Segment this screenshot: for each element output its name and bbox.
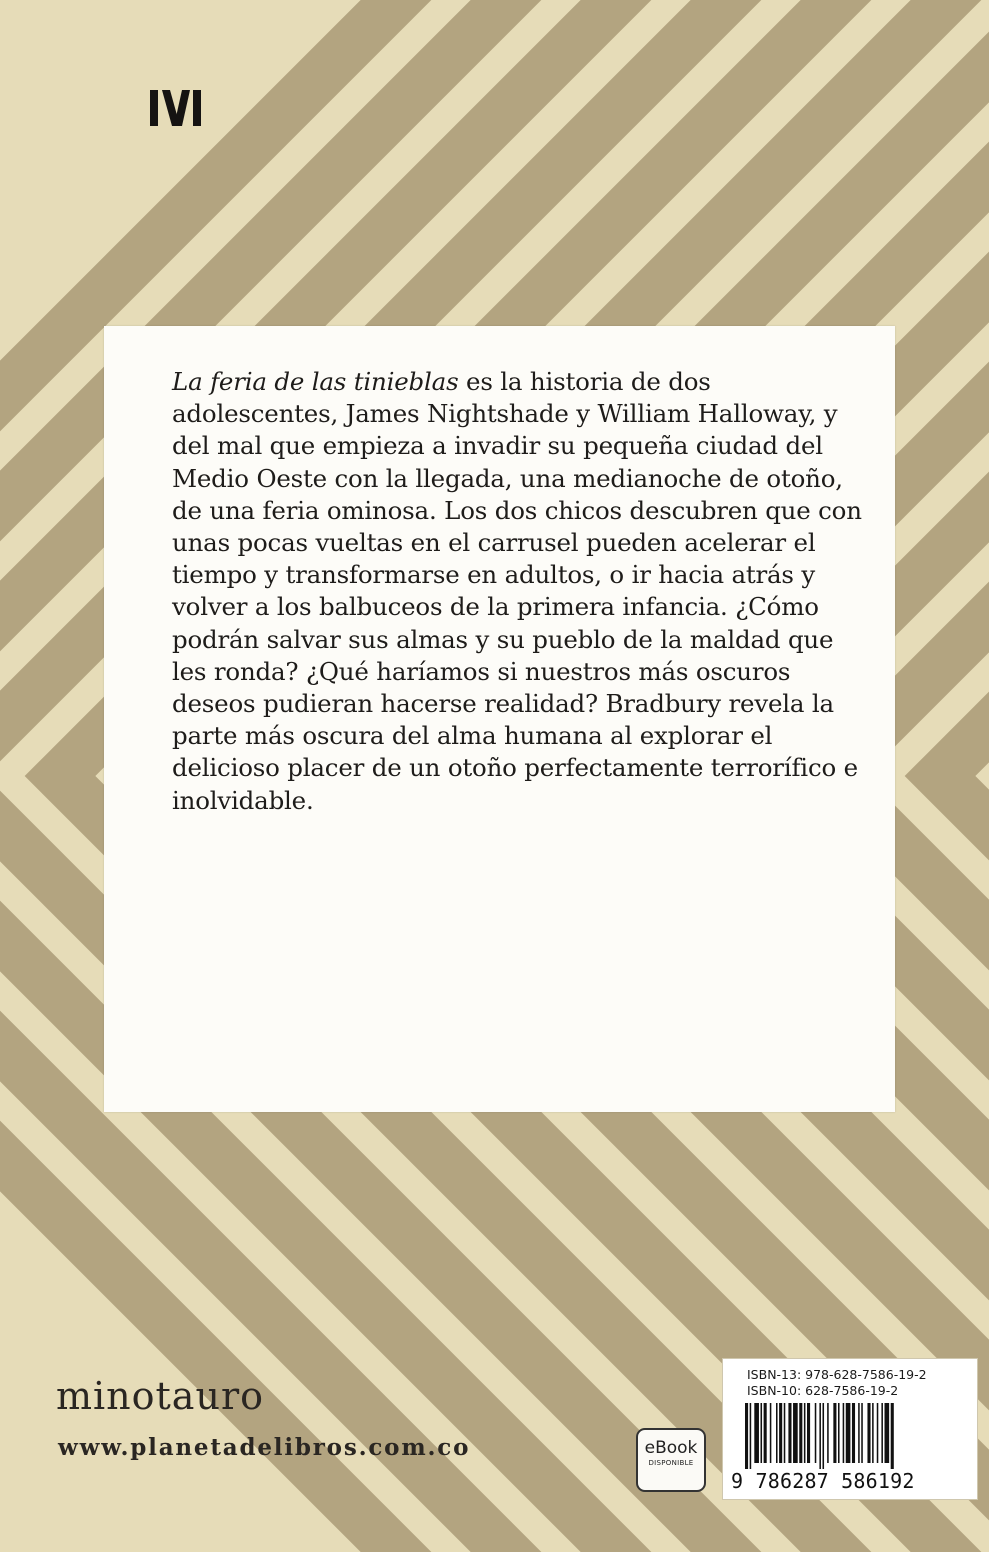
barcode-bar (891, 1403, 894, 1469)
barcode-bar (833, 1403, 836, 1463)
minotauro-logo-icon (150, 88, 202, 128)
barcode-bar (838, 1403, 840, 1463)
ebook-badge-title: eBook (644, 1438, 698, 1458)
barcode-bar (846, 1403, 851, 1463)
barcode-bars (741, 1403, 959, 1469)
barcode-bar (819, 1403, 821, 1469)
barcode-bar (754, 1403, 759, 1463)
barcode-bar (823, 1403, 825, 1469)
barcode-bar (793, 1403, 798, 1463)
publisher-name: minotauro (56, 1374, 264, 1418)
barcode-bar (779, 1403, 782, 1463)
book-title: La feria de las tinieblas (172, 367, 459, 396)
barcode-bar (872, 1403, 874, 1463)
barcode-bar (784, 1403, 786, 1463)
barcode-bar (881, 1403, 883, 1463)
barcode-bar (770, 1403, 772, 1463)
barcode-bar (750, 1403, 752, 1469)
isbn-barcode-label (722, 1358, 978, 1500)
barcode-digits: 9 786287 586192 (731, 1469, 915, 1493)
barcode-bar (761, 1403, 763, 1463)
isbn-10: ISBN-10: 628-7586-19-2 (747, 1383, 899, 1398)
barcode-bar (858, 1403, 860, 1463)
barcode-bar (764, 1403, 767, 1463)
barcode-bar (745, 1403, 748, 1469)
barcode-bar (867, 1403, 870, 1463)
barcode-bar (843, 1403, 845, 1463)
barcode-bar (788, 1403, 791, 1463)
publisher-website: www.planetadelibros.com.co (58, 1434, 471, 1461)
barcode-bar (852, 1403, 855, 1463)
barcode-bar (877, 1403, 879, 1463)
barcode-bar (861, 1403, 863, 1463)
barcode-bar (885, 1403, 890, 1463)
synopsis-panel (104, 326, 895, 1112)
barcode-bar (799, 1403, 802, 1463)
ebook-badge-subtitle: DISPONIBLE (648, 1459, 694, 1467)
barcode-bar (804, 1403, 806, 1463)
barcode-bar (815, 1403, 817, 1463)
barcode-bar (776, 1403, 778, 1463)
isbn-13: ISBN-13: 978-628-7586-19-2 (747, 1367, 927, 1382)
barcode-bar (807, 1403, 810, 1463)
synopsis-body: es la historia de dos adolescentes, James Nightshade y William Halloway, y del mal que empieza a invadir su pequeña ciudad del Medio Oeste con la llegada, una medianoche de otoño, de una feria ominosa. Los dos chicos descubren que con unas pocas vueltas en el carrusel pueden acelerar el tiempo y transformarse en adultos, o ir hacia atrás y volver a los balbuceos de la primera infancia. ¿Cómo podrán salvar sus almas y su pueblo de la maldad que les ronda? ¿Qué haríamos si nuestros más oscuros deseos pudieran hacerse realidad? Bradbury revela la parte más oscura del alma humana al explorar el delicioso placer de un otoño perfectamente terrorífico e inolvidable. (172, 367, 862, 815)
synopsis-text (172, 366, 862, 817)
barcode-bar (827, 1403, 829, 1463)
ebook-available-badge (636, 1428, 706, 1492)
